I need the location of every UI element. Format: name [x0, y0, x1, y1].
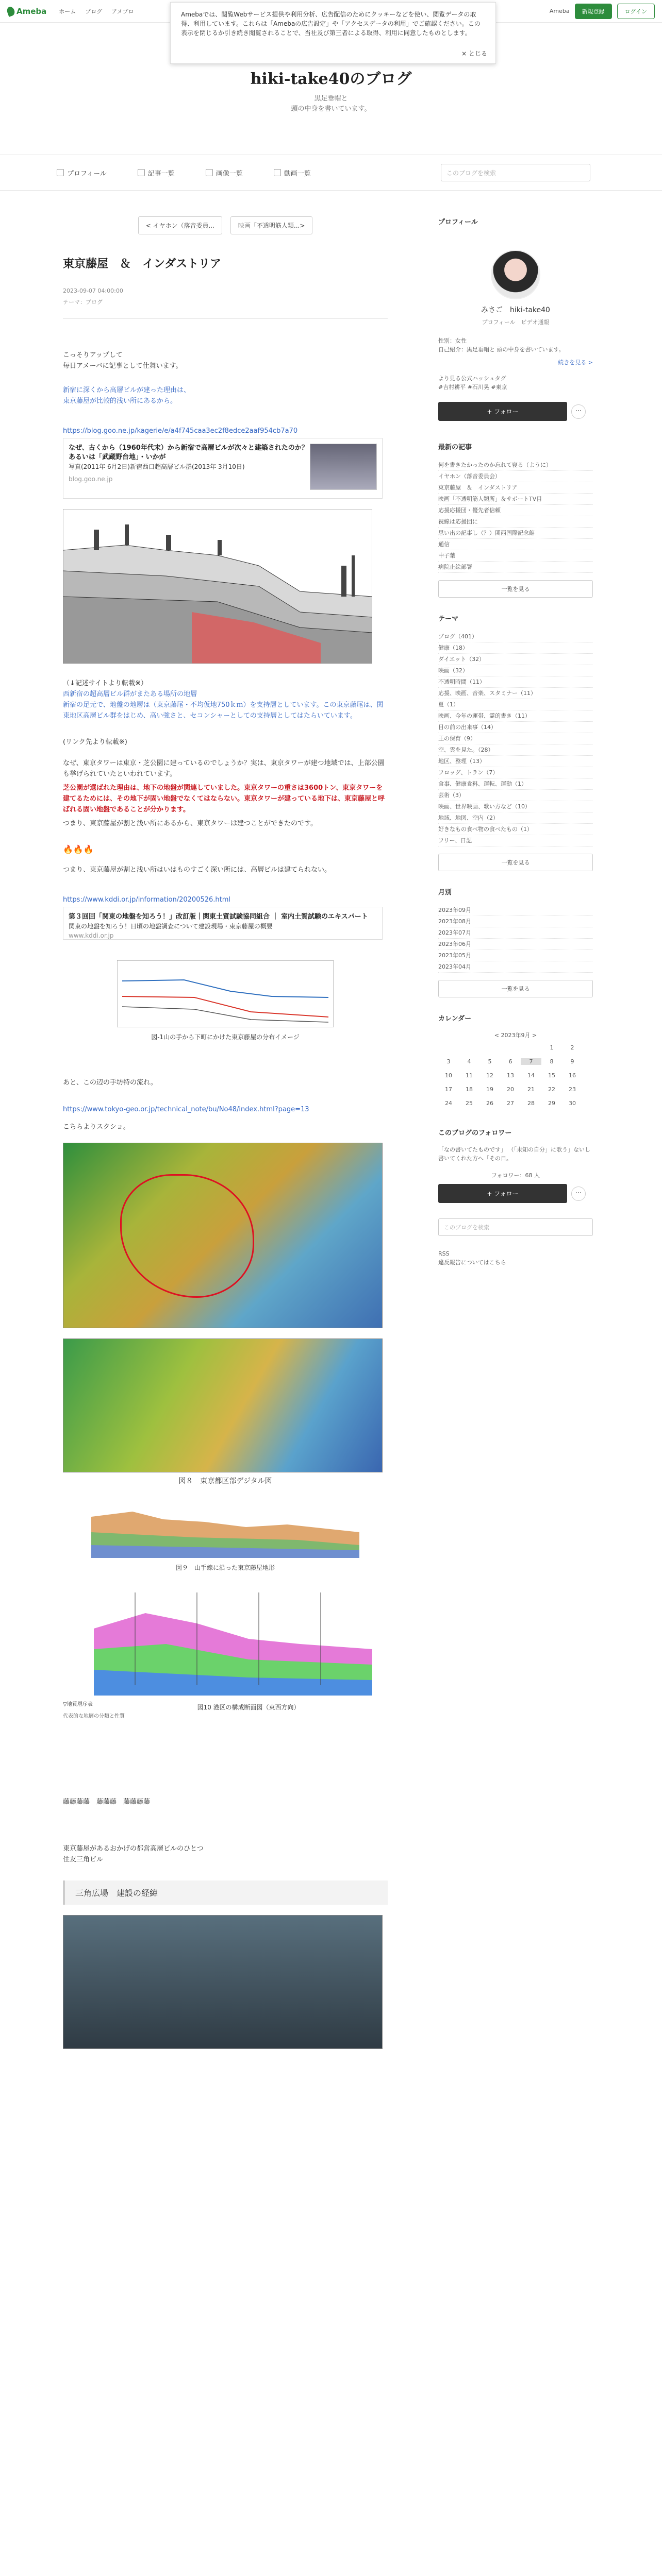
theme-item[interactable]: 応援、映画、音楽、スタミナー（11） [438, 688, 593, 699]
profile-gender: 性別：女性 [438, 337, 467, 344]
legend-caption: 代表的な地層の分類と性質 [63, 1714, 125, 1719]
follow-button[interactable]: + フォロー [438, 402, 567, 421]
top-nav-blog[interactable]: ブログ [85, 8, 103, 15]
card1-host: blog.goo.ne.jp [69, 476, 113, 483]
theme-item[interactable]: フリー、日記 [438, 835, 593, 846]
nav-videos[interactable] [274, 168, 311, 178]
card2-desc: 関東の地盤を知ろう！日頃の地盤調査について建設現場・東京藤屋の概要 [69, 923, 273, 930]
fig9-caption: 図９ 山手線に沿った東京藤屋地形 [175, 1564, 275, 1571]
theme-item[interactable]: 夏（1） [438, 699, 593, 710]
ameba-logo[interactable] [7, 7, 46, 16]
recent-item[interactable]: 思い出の記事し（？）関西国際記念館 [438, 528, 593, 539]
blog-title[interactable]: hiki-take40のブログ [250, 70, 412, 88]
calendar-day[interactable]: 16 [569, 1072, 576, 1079]
calendar-day[interactable]: 10 [445, 1072, 452, 1079]
aerial-photo [63, 1915, 383, 2049]
calendar-nav[interactable]: < 2023年9月 > [494, 1032, 537, 1039]
calendar-grid [438, 1044, 593, 1107]
theme-item[interactable]: 地域、地図、空内（2） [438, 812, 593, 824]
logo-text: Ameba [16, 6, 47, 16]
para-8: つまり、東京藤屋が割と浅い所はいはものすごく深い所には、高層ビルは建てられない。 [63, 866, 332, 874]
avatar[interactable] [491, 250, 540, 299]
para-4: 東京藤屋が比較的浅い所にあるから。 [63, 397, 177, 405]
image-icon [206, 169, 213, 176]
month-more-button[interactable]: 一覧を見る [438, 980, 593, 997]
profile-name[interactable]: みさご hiki-take40 [481, 306, 550, 314]
month-heading: 月別 [438, 889, 452, 896]
article-meta [63, 285, 388, 308]
more-menu-button[interactable]: ··· [571, 404, 586, 419]
video-icon [274, 169, 281, 176]
profile-bio: 自己紹介：黒足垂帽と 頭の中身を書いています。 [438, 346, 565, 353]
calendar-day[interactable]: 3 [446, 1058, 451, 1065]
card1-thumbnail [310, 444, 377, 490]
follow-area [438, 402, 593, 421]
para-6: 芝公園が選ばれた理由は、地下の地盤が関連していました。東京タワーの重さは3600トン、東京タワーを建てるためには、その地下が固い地盤でなくてはならない。東京タワーが建っている地下は、東京藤屋と呼ばれる固い地盤であることが分かります。 [63, 784, 385, 814]
nav-videos-label: 動画一覧 [284, 170, 311, 178]
calendar-day [521, 1044, 541, 1051]
recent-heading: 最新の記事 [438, 444, 472, 451]
calendar-day[interactable]: 7 [521, 1058, 541, 1065]
calendar-day[interactable]: 5 [488, 1058, 492, 1065]
calendar-day[interactable]: 6 [508, 1058, 512, 1065]
theme-item[interactable]: 好きなもの食べ物の食べたもの（1） [438, 824, 593, 835]
theme-item[interactable]: 空、雲を見た。（28） [438, 744, 593, 756]
card2-title: 第３回回「関東の地盤を知ろう！」改訂版｜関東土質試験協同組合 ｜ 室内土質試験のエキスパート [69, 913, 368, 921]
calendar-day[interactable]: 23 [569, 1086, 576, 1093]
calendar-day[interactable]: 14 [527, 1072, 535, 1079]
calendar-day [500, 1044, 521, 1051]
calendar-day[interactable]: 20 [507, 1086, 514, 1093]
person-icon [57, 169, 64, 176]
recent-more-button[interactable]: 一覧を見る [438, 580, 593, 598]
official-hashtag-label: より見る公式ハッシュタグ [438, 375, 506, 382]
theme-item[interactable]: 映画、今年の運帯、霊的書き（11） [438, 710, 593, 722]
figure-1 [63, 960, 388, 1041]
followers-heading: このブログのフォロワー [438, 1129, 512, 1137]
quote-block-1 [63, 678, 388, 721]
month-item[interactable]: 2023年07月 [438, 927, 593, 939]
calendar-day[interactable]: 2 [570, 1044, 574, 1051]
ameba-link[interactable]: Ameba [549, 8, 570, 14]
ward-boundary-shape [120, 1174, 254, 1298]
followers-text: 「なの書いてたものです」 （「未知の自分」に歌う」ないし書いてくれた方へ「その日。 [438, 1146, 590, 1162]
para-7: つまり、東京藤屋が割と浅い所にあるから、東京タワーは建つことができたのです。 [63, 820, 317, 827]
nav-images[interactable] [206, 168, 243, 178]
recent-item[interactable]: 中子葉 [438, 550, 593, 562]
calendar-day[interactable]: 1 [550, 1044, 554, 1051]
calendar-day[interactable]: 25 [466, 1100, 473, 1107]
para-9: あと、この辺の手坊特の流れ。 [63, 1079, 157, 1087]
quote1-line-a: 西新宿の超高層ビル群がまたある場所の地層 [63, 690, 197, 698]
card2-host: www.kddi.or.jp [69, 932, 114, 939]
fig1-caption: 図-1山の手から下町にかけた東京藤屋の分布イメージ [151, 1033, 300, 1041]
theme-item[interactable]: ブログ（401） [438, 631, 593, 642]
fig8-caption: 図８ 東京都区部デジタル図 [178, 1477, 272, 1485]
theme-item[interactable]: 王の保育（9） [438, 733, 593, 744]
minato-section-diagram [63, 1582, 372, 1696]
fire-emoji: 🔥🔥🔥 [63, 844, 94, 854]
recent-item[interactable]: 病院止絵部署 [438, 562, 593, 573]
fig10-caption: 図10 港区の構成断面図（東西方向） [197, 1704, 300, 1711]
calendar-day[interactable]: 9 [570, 1058, 574, 1065]
follow-button-2[interactable]: + フォロー [438, 1184, 567, 1203]
calendar-day[interactable]: 18 [466, 1086, 473, 1093]
document-icon [138, 169, 145, 176]
para-2: 毎日アメーバに記事として仕舞います。 [63, 362, 183, 370]
more-menu-button-2[interactable]: ··· [571, 1187, 586, 1201]
month-item[interactable]: 2023年05月 [438, 950, 593, 961]
blog-search-input[interactable]: このブログを検索 [441, 164, 590, 181]
nav-profile-label: プロフィール [67, 170, 107, 178]
theme-item[interactable]: 健康（18） [438, 642, 593, 654]
elevation-map-1 [63, 1143, 383, 1328]
article-title[interactable]: 東京藤屋 ＆ インダストリア [63, 258, 222, 270]
para-1: こっそりアップして [63, 351, 123, 359]
source-link-3[interactable]: https://www.tokyo-geo.or.jp/technical_note/bu/No48/index.html?page=13 [63, 1106, 309, 1113]
geology-cross-section [63, 509, 372, 664]
follower-count[interactable]: フォロワー：68 人 [491, 1172, 540, 1179]
top-nav-home[interactable]: ホーム [59, 8, 76, 15]
para-3: 新宿に深くから高層ビルが建った理由は、 [63, 386, 191, 394]
calendar-day[interactable]: 26 [486, 1100, 493, 1107]
yamanote-profile-diagram [91, 1496, 359, 1558]
quote-block-2 [63, 758, 388, 829]
para-5: なぜ、東京タワーは東京・芝公園に建っているのでしょうか？実は、東京タワーが建つ地域では、上部公園も挙げられていたといわれています。 [63, 759, 385, 778]
card1-title: なぜ、古くから（1960年代末）から新宿で高層ビルが次々と建築されたのか？ あるいは「武蔵野台地」・いかが [69, 444, 308, 461]
top-nav-ameblo[interactable]: アメブロ [111, 8, 134, 15]
recent-item[interactable]: 東京藤屋 ＆ インダストリア [438, 482, 593, 494]
para-10: こちらよりスクショ。 [63, 1123, 130, 1131]
profile-more-link[interactable]: 続きを見る > [558, 359, 593, 366]
recent-item[interactable]: イヤホン（落音委員会） [438, 471, 593, 482]
calendar-day[interactable]: 13 [507, 1072, 514, 1079]
rss-link[interactable]: RSS [438, 1250, 450, 1257]
article-date: 2023-09-07 04:00:00 [63, 287, 123, 294]
follow-area-2 [438, 1184, 593, 1203]
month-item[interactable]: 2023年08月 [438, 916, 593, 927]
article-pager [63, 216, 388, 234]
theme-item[interactable]: ダイエット（32） [438, 654, 593, 665]
hashtags[interactable]: #吉村耕平 #石川晃 #東京 [438, 384, 507, 391]
sidebar-search-input[interactable]: このブログを検索 [438, 1218, 593, 1236]
blog-subtitle-1: 黒足垂帽と [314, 95, 348, 103]
calendar-day [459, 1044, 479, 1051]
geology-section-figure-1 [63, 509, 388, 666]
theme-item[interactable]: フロッグ、トラン（7） [438, 767, 593, 778]
card1-desc: 写真(2011年 6月2日)新宿西口超高層ビル群(2013年 3月10日) [69, 463, 245, 470]
link-head-2: (リンク先より転載※) [63, 738, 127, 746]
nav-articles[interactable] [138, 168, 175, 178]
nav-articles-label: 記事一覧 [147, 170, 175, 178]
calendar-day[interactable]: 15 [548, 1072, 555, 1079]
report-link[interactable]: 違反報告についてはこちら [438, 1259, 506, 1266]
sidebar [438, 206, 593, 1267]
recent-item[interactable]: 映画「不透明筋人類所」＆サポートTV目 [438, 494, 593, 505]
cookie-close-button[interactable]: × とじる [461, 50, 487, 57]
link-card-1[interactable] [63, 438, 383, 499]
para-12: 東京藤屋があるおかげの都営高層ビルのひとつ [63, 1845, 204, 1853]
theme-item[interactable]: 目の前の出来事（14） [438, 722, 593, 733]
theme-item[interactable]: 地区、整理（13） [438, 756, 593, 767]
divider [63, 318, 388, 319]
calendar-day [438, 1044, 459, 1051]
section-heading: 三角広場 建設の経緯 [63, 1880, 388, 1905]
source-link-1[interactable]: https://blog.goo.ne.jp/kagerie/e/a4f745caa3ec2f8edce2aaf954cb7a70 [63, 427, 298, 435]
article-column [63, 206, 388, 2049]
calendar-day[interactable]: 12 [486, 1072, 493, 1079]
calendar-day[interactable]: 29 [548, 1100, 555, 1107]
calendar-day[interactable]: 21 [527, 1086, 535, 1093]
calendar-day[interactable]: 30 [569, 1100, 576, 1107]
theme-item[interactable]: 食事、健康食料、運転、運動（1） [438, 778, 593, 790]
calendar-day[interactable]: 19 [486, 1086, 493, 1093]
article-paragraph [63, 385, 388, 406]
cookie-banner [170, 2, 496, 64]
login-button[interactable]: ログイン [617, 4, 655, 19]
nav-images-label: 画像一覧 [216, 170, 243, 178]
para-11: 藤藤藤藤 藤藤藤 藤藤藤藤 [63, 1798, 151, 1806]
profile-links[interactable]: プロフィール ビデオ通報 [482, 319, 550, 326]
top-nav [59, 7, 134, 15]
theme-item[interactable]: 映画、世界映画、歌い方など（10） [438, 801, 593, 812]
calendar-day[interactable]: 11 [466, 1072, 473, 1079]
theme-list [438, 631, 593, 846]
figure-10 [63, 1582, 388, 1719]
theme-heading: テーマ [438, 615, 459, 623]
prev-article-button[interactable]: < イヤホン（落音委員... [138, 216, 222, 234]
month-item[interactable]: 2023年04月 [438, 961, 593, 973]
legend-title: ▽地質層序表 [63, 1702, 93, 1707]
para-13: 住友三角ビル [63, 1856, 104, 1863]
theme-item[interactable]: 映画（32） [438, 665, 593, 676]
signup-button[interactable]: 新規登録 [575, 4, 612, 19]
quote1-head: （↓記述サイトより転載※） [63, 680, 147, 687]
figure-9 [63, 1496, 388, 1572]
theme-more-button[interactable]: 一覧を見る [438, 854, 593, 871]
calendar-day[interactable]: 4 [467, 1058, 471, 1065]
recent-item[interactable]: 通信 [438, 539, 593, 550]
blog-subtitle-2: 頭の中身を書いています。 [291, 105, 371, 113]
cookie-text: Amebaでは、閲覧Webサービス提供や利用分析、広告配信のためにクッキーなどを使い、閲覧データの取得、利用しています。これらは「Amebaの広告設定」や「アクセスデータの利用」でご確認ください。この表示を閉じるか引き続き閲覧されることで、当社及び第三者による取得、利用に同意したものとします。 [181, 11, 481, 37]
calendar-day[interactable]: 8 [550, 1058, 554, 1065]
calendar-day[interactable]: 27 [507, 1100, 514, 1107]
article-theme[interactable]: テーマ：ブログ [63, 299, 103, 306]
leaf-icon [6, 6, 15, 17]
blog-header [0, 66, 662, 114]
calendar-heading: カレンダー [438, 1015, 472, 1023]
calendar-day [479, 1044, 500, 1051]
article-paragraph [63, 350, 388, 371]
theme-item[interactable]: 不透明時間（11） [438, 676, 593, 688]
recent-item[interactable]: 何を書きたかったのか忘れて寝る（ように） [438, 460, 593, 471]
month-item[interactable]: 2023年09月 [438, 905, 593, 916]
quote1-line-b: 新宿の足元で、地盤の地層は（東京藤尾・不均仮地750ｋｍ）を支持層としています。この東京藤尾は、関東地区高層ビル群をはじめ、高い強さと、セコンシャーとしての支持層としてはたらいています。 [63, 701, 384, 720]
recent-item[interactable]: 視線は応援団に [438, 516, 593, 528]
elevation-map-2 [63, 1338, 383, 1472]
source-link-2[interactable]: https://www.kddi.or.jp/information/20200526.html [63, 896, 231, 904]
month-list [438, 905, 593, 973]
nav-profile[interactable] [57, 168, 107, 178]
month-item[interactable]: 2023年06月 [438, 939, 593, 950]
sidebar-profile-heading: プロフィール [438, 218, 478, 226]
calendar-day[interactable]: 28 [527, 1100, 535, 1107]
theme-item[interactable]: 芸術（3） [438, 790, 593, 801]
recent-item[interactable]: 応援応援団・優先者信頼 [438, 505, 593, 516]
next-article-button[interactable]: 映画「不透明筋人類...> [230, 216, 313, 234]
calendar-day[interactable]: 22 [548, 1086, 555, 1093]
tokyo-layer-distribution-diagram [117, 960, 334, 1027]
calendar-day[interactable]: 17 [445, 1086, 452, 1093]
calendar-day[interactable]: 24 [445, 1100, 452, 1107]
link-card-2[interactable] [63, 907, 383, 940]
recent-articles-list [438, 460, 593, 573]
